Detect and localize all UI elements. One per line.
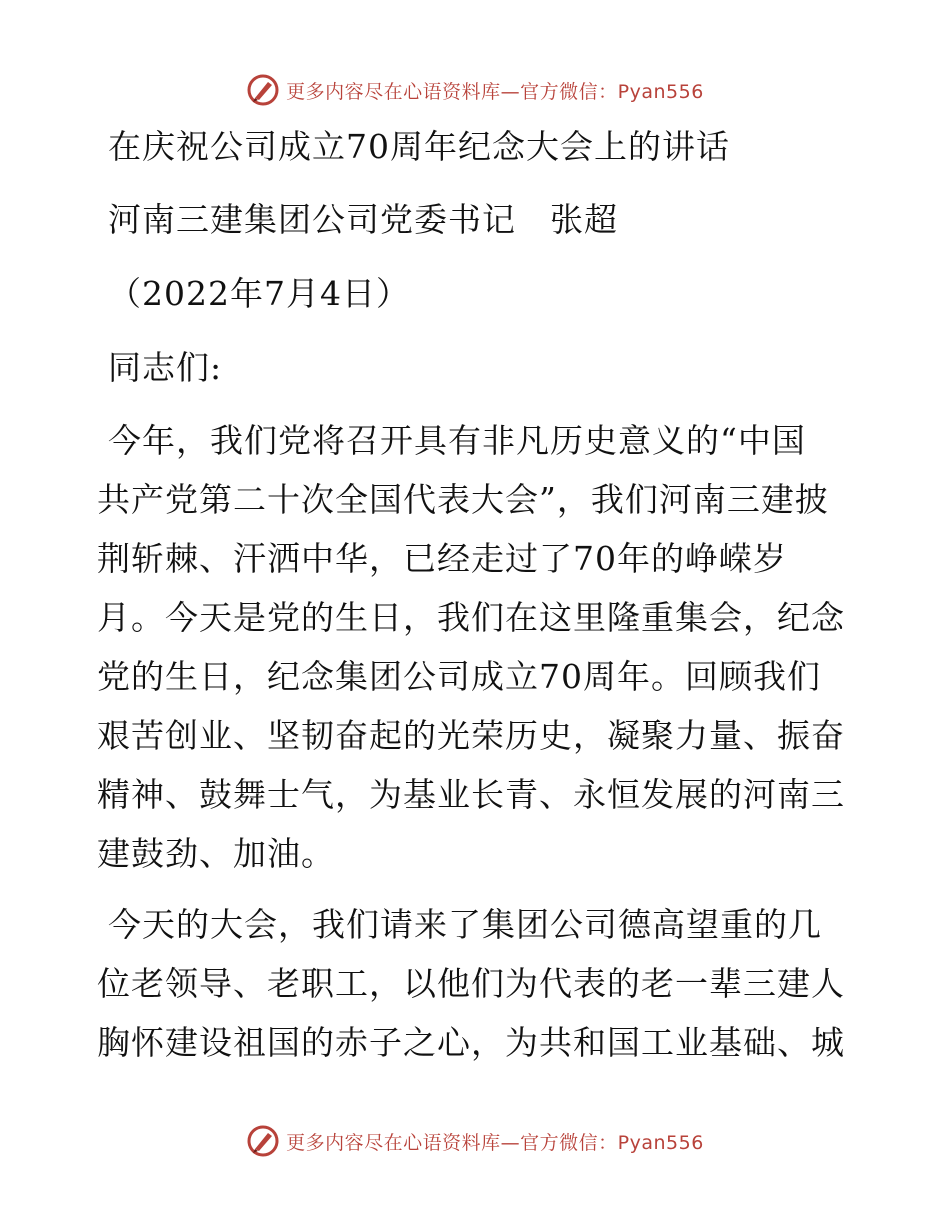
watermark-banner-top [0,70,950,110]
paragraph-line: 今年，我们党将召开具有非凡历史意义的“中国 [108,421,806,460]
paragraph-line: 共产党第二十次全国代表大会”，我们河南三建披 [97,480,829,519]
watermark-banner-bottom [0,1121,950,1161]
paragraph-line: 荆斩棘、汗洒中华，已经走过了70年的峥嵘岁 [97,539,787,578]
speech-title: 在庆祝公司成立70周年纪念大会上的讲话 [108,127,730,166]
paragraph-line: 胸怀建设祖国的赤子之心，为共和国工业基础、城 [97,1023,845,1062]
watermark-text: 更多内容尽在心语资料库—官方微信：Pyan556 [286,80,704,103]
paragraph-line: 月。今天是党的生日，我们在这里隆重集会，纪念 [97,598,845,637]
pen-logo-icon [246,1124,280,1158]
salutation: 同志们: [108,348,223,387]
speech-date: （2022年7月4日） [108,274,410,313]
paragraph-line: 今天的大会，我们请来了集团公司德高望重的几 [108,905,822,944]
watermark-text: 更多内容尽在心语资料库—官方微信：Pyan556 [286,1131,704,1154]
speech-author: 河南三建集团公司党委书记 张超 [108,200,618,239]
paragraph-line: 党的生日，纪念集团公司成立70周年。回顾我们 [97,657,821,696]
paragraph-line: 位老领导、老职工，以他们为代表的老一辈三建人 [97,964,845,1003]
paragraph-line: 建鼓劲、加油。 [97,834,335,873]
pen-logo-icon [246,73,280,107]
paragraph-line: 艰苦创业、坚韧奋起的光荣历史，凝聚力量、振奋 [97,716,845,755]
paragraph-line: 精神、鼓舞士气，为基业长青、永恒发展的河南三 [97,775,845,814]
